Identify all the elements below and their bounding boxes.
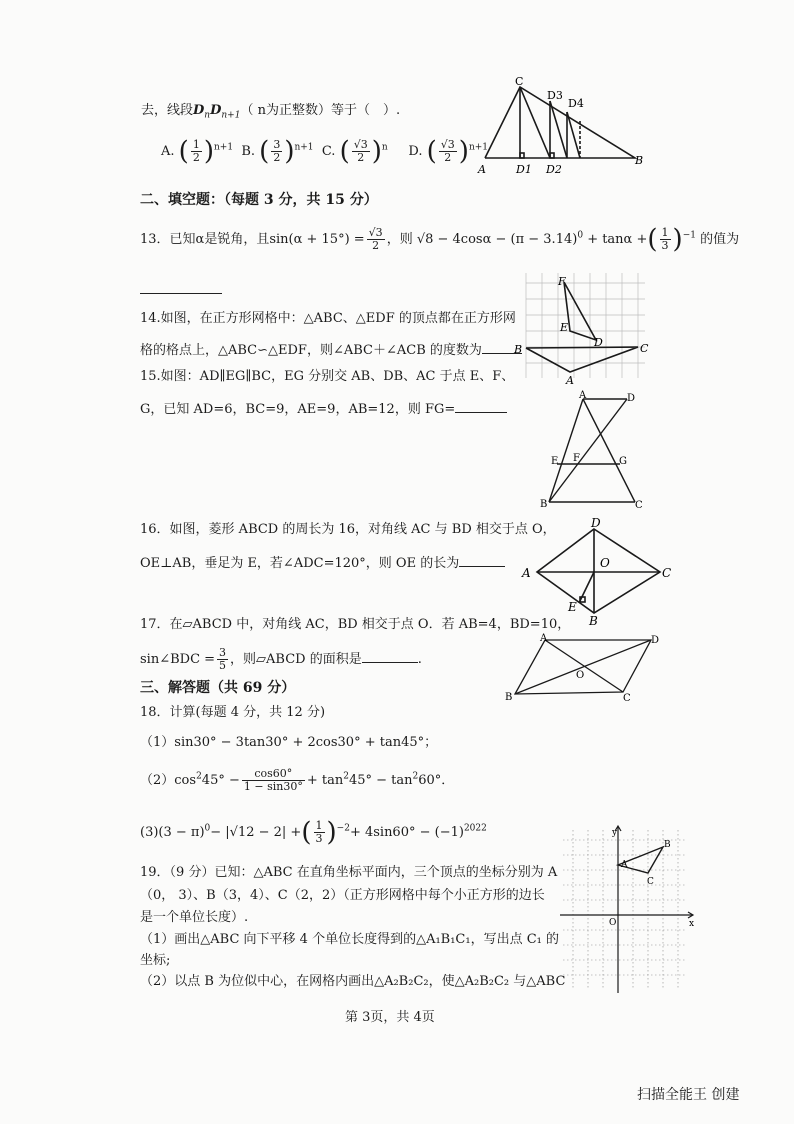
page-number: 第 3页，共 4页 bbox=[345, 1010, 435, 1025]
section-3-title: 三、解答题（共 69 分） bbox=[140, 680, 296, 696]
q19-label-B: B bbox=[664, 840, 671, 850]
q12-label-B: B bbox=[635, 154, 644, 167]
q15-label-D: D bbox=[627, 393, 636, 404]
q16-label-A: A bbox=[522, 566, 531, 580]
q12-label-C: C bbox=[515, 75, 524, 88]
q17-figure bbox=[505, 630, 670, 705]
q12-stem: 去，线段$D_nD_{n+1}$（ n为正整数）等于（ ）. bbox=[141, 103, 401, 121]
q16-label-E: E bbox=[568, 600, 577, 614]
q17-label-B: B bbox=[505, 692, 513, 703]
q16-line2: OE⊥AB，垂足为 E，若∠ADC=120°，则 OE 的长为 bbox=[140, 553, 505, 572]
q12-label-A: A bbox=[478, 163, 486, 176]
q16-label-O: O bbox=[600, 556, 610, 570]
q15-label-B: B bbox=[540, 499, 548, 510]
q12-label-D1: D1 bbox=[516, 163, 532, 176]
q16-label-D: D bbox=[591, 516, 601, 530]
q17-label-O: O bbox=[576, 670, 585, 681]
q17-line1: 17．在▱ABCD 中，对角线 AC，BD 相交于点 O．若 AB=4，BD=10， bbox=[140, 617, 571, 632]
q14-label-A: A bbox=[566, 374, 574, 387]
q19-label-O: O bbox=[609, 918, 617, 928]
q15-answer-blank[interactable] bbox=[455, 399, 507, 413]
q15-label-G: G bbox=[619, 456, 627, 467]
q17-label-D: D bbox=[651, 635, 660, 646]
q18-part2: $(2)\cos^245^\circ$ − $\frac{\cos 60^\circ}{1 - \sin 30^\circ}$ + $\tan^245^\circ - \tan^260^\circ$． bbox=[140, 767, 455, 793]
section-2-title: 二、填空题：（每题 3 分，共 15 分） bbox=[140, 192, 378, 208]
q19-line1: 19．（9 分）已知：△ABC 在直角坐标平面内，三个顶点的坐标分别为 A bbox=[140, 865, 558, 880]
q12-figure bbox=[470, 75, 650, 180]
q18-part3: $(3)(3 - \pi)^0- |√12 - 2|$ +( $\frac{1}{3}$ )$^{-2}+ 4\sin 60^\circ - (-1)^{2022}$ bbox=[140, 817, 487, 848]
q19-label-x: x bbox=[689, 919, 695, 929]
q19-line5: 坐标; bbox=[140, 953, 171, 968]
q13-answer-blank[interactable] bbox=[140, 293, 222, 294]
q16-line1: 16．如图，菱形 ABCD 的周长为 16，对角线 AC 与 BD 相交于点 O， bbox=[140, 522, 556, 537]
q14-label-D: D bbox=[594, 336, 603, 349]
q14-label-B: B bbox=[514, 343, 523, 356]
q16-label-C: C bbox=[662, 566, 672, 580]
q17-line2: sin∠BDC = $\frac{3}{5}$ ，则▱ABCD 的面积是 . bbox=[140, 646, 422, 672]
q19-line6: （2）以点 B 为位似中心，在网格内画出△A₂B₂C₂，使△A₂B₂C₂ 与△ABC bbox=[140, 974, 566, 989]
q15-label-A: A bbox=[579, 390, 587, 401]
q19-line3: 是一个单位长度）. bbox=[140, 910, 249, 925]
q17-label-C: C bbox=[623, 693, 631, 704]
q12-label-D2: D2 bbox=[546, 163, 562, 176]
q12-label-D3: D3 bbox=[547, 89, 563, 102]
q13-stem: 13．已知α是锐角，且sin(α + 15°) = $\frac{√3}{2}$ ，则 $√8 - 4\cos\alpha - (\pi - 3.14)^0 + \tan\alpha$ +( $\frac{1}{3}$ )$^{-1}$ 的值为 bbox=[140, 224, 740, 255]
q16-figure bbox=[518, 515, 672, 628]
q14-label-F: F bbox=[558, 275, 566, 288]
q14-figure bbox=[510, 268, 660, 386]
q18-head: 18．计算(每题 4 分，共 12 分) bbox=[140, 705, 326, 720]
q19-line4: （1）画出△ABC 向下平移 4 个单位长度得到的△A₁B₁C₁，写出点 C₁ 的 bbox=[140, 932, 560, 947]
q19-label-A: A bbox=[621, 860, 628, 870]
q15-label-F: F bbox=[573, 453, 580, 464]
q17-label-A: A bbox=[540, 633, 548, 644]
q19-line2: （0， 3）、B（3，4）、C（2，2）（正方形网格中每个小正方形的边长 bbox=[140, 888, 545, 903]
q17-answer-blank[interactable] bbox=[362, 649, 418, 663]
q14-label-E: E bbox=[560, 321, 569, 334]
q16-label-B: B bbox=[589, 614, 598, 628]
q18-part1: （1）sin30° − 3tan30° + 2cos30° + tan45°； bbox=[140, 735, 438, 750]
q16-answer-blank[interactable] bbox=[459, 553, 505, 567]
q14-line2: 格的格点上，△ABC∽△EDF，则∠ABC＋∠ACB 的度数为 bbox=[140, 340, 522, 359]
q14-label-C: C bbox=[640, 342, 649, 355]
q15-line2: G，已知 AD=6，BC=9，AE=9，AB=12，则 FG= bbox=[140, 399, 507, 418]
q19-label-y: y bbox=[612, 828, 618, 838]
q15-label-C: C bbox=[635, 500, 643, 511]
q15-figure bbox=[535, 392, 650, 514]
q12-options: A. ( $\frac{1}{2}$ )$^{n+1}$ B. ( $\frac{3}{2}$ )$^{n+1}$ C. ( $\frac{√3}{2}$ )$^n$ D. ( $\frac{√3}{2}$ )$^{n+1}$ bbox=[161, 136, 489, 167]
q15-line1: 15.如图：AD∥EG∥BC，EG 分别交 AB、DB、AC 于点 E、F、 bbox=[140, 369, 515, 384]
q19-figure bbox=[555, 825, 700, 995]
q14-line1: 14.如图，在正方形网格中：△ABC、△EDF 的顶点都在正方形网 bbox=[140, 311, 516, 326]
q15-label-E: E bbox=[551, 456, 559, 467]
scanner-watermark: 扫描全能王 创建 bbox=[637, 1087, 740, 1103]
q19-label-C: C bbox=[647, 877, 654, 887]
q12-label-D4: D4 bbox=[568, 97, 584, 110]
